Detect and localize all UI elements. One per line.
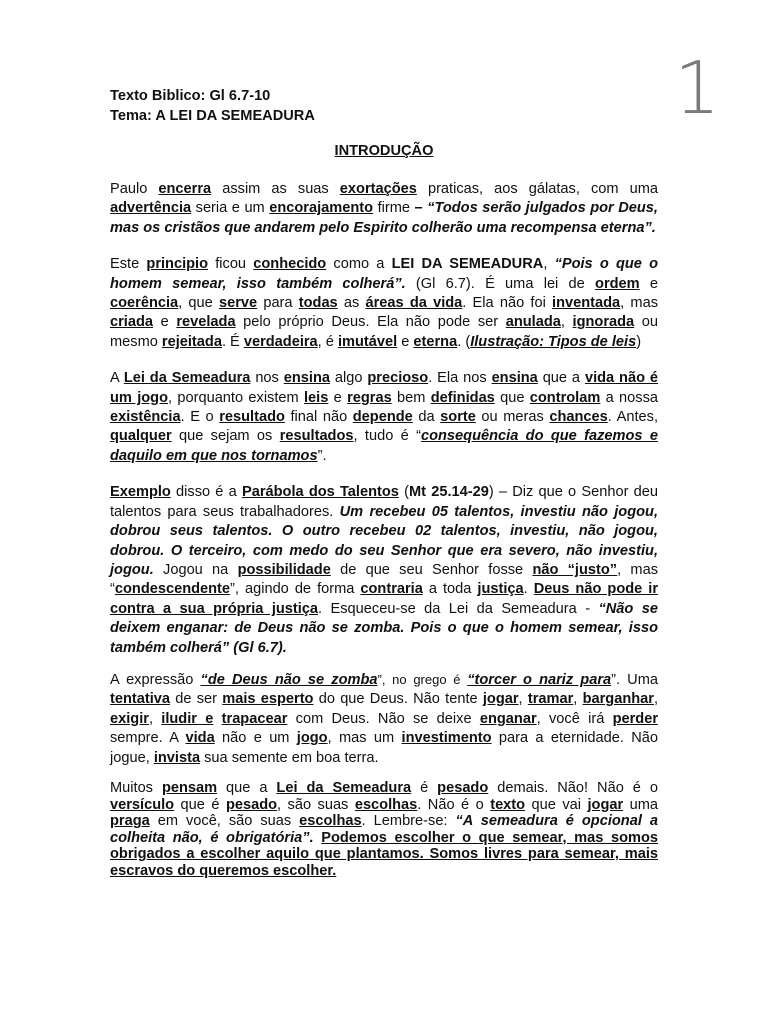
paragraph-4: Exemplo disso é a Parábola dos Talentos (Mt 25.14-29) – Diz que o Senhor deu talentos para seus trabalhadores. Um recebeu 05 talentos, investiu não jogou, dobrou seus talentos. O outro recebeu 02 talentos, investiu, não jogou, dobrou. O terceiro, com medo do seu Senhor que era severo, não investiu, jogou. Jogou na possibilidade de que seu Senhor fosse não “justo”, mas “condescendente”, agindo de forma contraria a toda justiça. Deus não pode ir contra a sua própria justiça. Esqueceu-se da Lei da Semeadura - “Não se deixem enganar: de Deus não se zomba. Pois o que o homem semear, isso também colherá” (Gl 6.7). bbox=[110, 484, 659, 656]
quote: consequência do que fazemos e daquilo em que nos tornamos bbox=[110, 428, 658, 464]
illustration-note: Ilustração: Tipos de leis bbox=[470, 333, 637, 350]
paragraph-1: Paulo encerra assim as suas exortações praticas, aos gálatas, com uma advertência seria e um encorajamento firme – “Todos serão julgados por Deus, mas os cristãos que andarem pelo Espirito colherão uma recompensa eterna”. bbox=[110, 181, 658, 236]
paragraph-3: A Lei da Semeadura nos ensina algo precioso. Ela nos ensina que a vida não é um jogo, porquanto existem leis e regras bem definidas que controlam a nossa existência. E o resultado final não depende da sorte ou meras chances. Antes, qualquer que sejam os resultados, tudo é “consequência do que fazemos e daquilo em que nos tornamos”. bbox=[110, 370, 659, 464]
parable-summary: Um recebeu 05 talentos, investiu não jogou, dobrou seus talentos. O outro recebeu 02 talentos, investiu, não jogou, dobrou. O terceiro, com medo do seu Senhor que era severo, não investiu, jogou. bbox=[110, 503, 658, 578]
paragraph-6: Muitos pensam que a Lei da Semeadura é pesado demais. Não! Não é o versículo que é pesado, são suas escolhas. Não é o texto que vai jogar uma praga em você, são suas escolhas. Lembre-se: “A semeadura é opcional a colheita não, é obrigatória”. Podemos escolher o que semear, mas somos obrigados a escolher aquilo que plantamos. Somos livres para semear, mais escravos do queremos escolher. bbox=[110, 779, 659, 879]
quote: – “Todos serão julgados por Deus, mas os cristãos que andarem pelo Espirito colherão uma recompensa eterna”. bbox=[110, 200, 658, 236]
closing-statement: Podemos escolher o que semear, mas somos obrigados a escolher aquilo que plantamos. Somos livres para semear, mais escravos do queremos escolher. bbox=[110, 829, 658, 879]
bible-text-reference: Texto Biblico: Gl 6.7-10 bbox=[110, 88, 271, 104]
quote: “Pois o que o homem semear, isso também colherá”. bbox=[110, 256, 659, 292]
quote: “A semeadura é opcional a colheita não, é obrigatória”. bbox=[110, 813, 658, 846]
quote: “Não se deixem enganar: de Deus não se zomba. Pois o que o homem semear, isso também colherá” (Gl 6.7). bbox=[110, 600, 658, 656]
document-body bbox=[110, 180, 658, 897]
section-title: INTRODUÇÃO bbox=[334, 143, 434, 159]
paragraph-2: Este principio ficou conhecido como a LEI DA SEMEADURA, “Pois o que o homem semear, isso também colherá”. (Gl 6.7). É uma lei de ordem e coerência, que serve para todas as áreas da vida. Ela não foi inventada, mas criada e revelada pelo próprio Deus. Ela não pode ser anulada, ignorada ou mesmo rejeitada. É verdadeira, é imutável e eterna. (Ilustração: Tipos de leis) bbox=[110, 256, 659, 350]
sermon-theme: Tema: A LEI DA SEMEADURA bbox=[110, 108, 315, 124]
paragraph-5: A expressão “de Deus não se zomba”, no grego é “torcer o nariz para”. Uma tentativa de ser mais esperto do que Deus. Não tente jogar, tramar, barganhar, exigir, iludir e trapacear com Deus. Não se deixe enganar, você irá perder sempre. A vida não e um jogo, mas um investimento para a eternidade. Não jogue, invista sua semente em boa terra. bbox=[110, 671, 659, 766]
document-header bbox=[110, 86, 315, 126]
page-number: 1 bbox=[674, 46, 720, 130]
